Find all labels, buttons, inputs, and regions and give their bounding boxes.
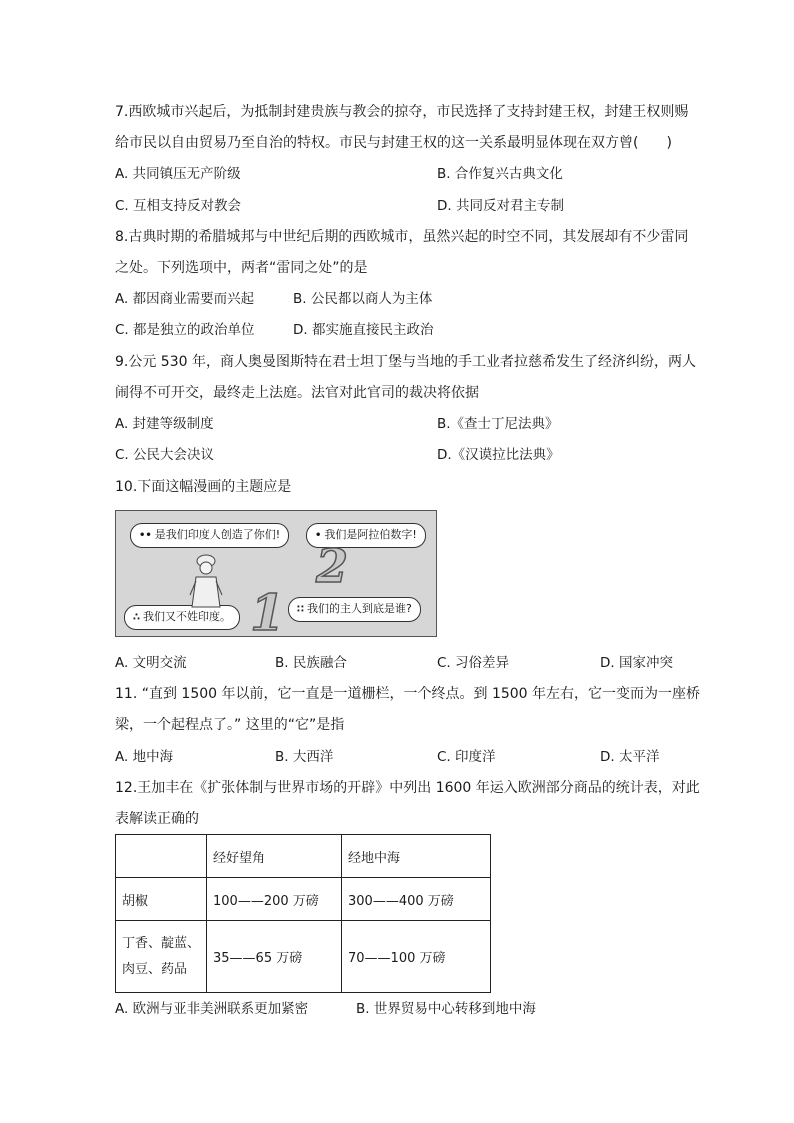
table-row <box>116 878 491 921</box>
q8-option-d[interactable]: D. 都实施直接民主政治 <box>293 322 434 338</box>
q11-option-c[interactable]: C. 印度洋 <box>437 749 496 765</box>
q8-option-a[interactable]: A. 都因商业需要而兴起 <box>115 291 255 307</box>
q8-option-c[interactable]: C. 都是独立的政治单位 <box>115 322 255 338</box>
table-cell <box>116 921 207 993</box>
q10-option-d[interactable]: D. 国家冲突 <box>600 655 673 671</box>
q10-option-a[interactable]: A. 文明交流 <box>115 655 187 671</box>
q9-option-b[interactable]: B.《查士丁尼法典》 <box>437 416 559 432</box>
table-cell: 100——200 万磅 <box>207 878 342 921</box>
q7-option-d[interactable]: D. 共同反对君主专制 <box>437 198 564 214</box>
dots-icon: •• <box>139 530 152 541</box>
speech-bubble-3: ∴ 我们又不姓印度。 <box>124 605 240 630</box>
q11-stem-line1: 11. “直到 1500 年以前，它一直是一道栅栏，一个终点。到 1500 年左右，它一变而为一座桥 <box>115 686 701 702</box>
q12-stem-line2: 表解读正确的 <box>115 811 199 827</box>
q7-option-c[interactable]: C. 互相支持反对教会 <box>115 198 242 214</box>
q11-stem-line2: 梁，一个起程点了。” 这里的“它”是指 <box>115 717 345 733</box>
dots-icon: ∷ <box>297 604 304 615</box>
q9-option-d[interactable]: D.《汉谟拉比法典》 <box>437 447 560 463</box>
table-row <box>116 921 491 993</box>
q8-option-b[interactable]: B. 公民都以商人为主体 <box>293 291 433 307</box>
dot-icon: • <box>315 530 322 541</box>
q10-option-b[interactable]: B. 民族融合 <box>275 655 347 671</box>
q11-option-d[interactable]: D. 太平洋 <box>600 749 660 765</box>
dots-icon: ∴ <box>133 612 140 623</box>
q11-option-a[interactable]: A. 地中海 <box>115 749 174 765</box>
table-cell: 70——100 万磅 <box>342 921 491 993</box>
q12-stem-line1: 12.王加丰在《扩张体制与世界市场的开辟》中列出 1600 年运入欧洲部分商品的统计表，对此 <box>115 780 700 796</box>
speech-bubble-2: • 我们是阿拉伯数字! <box>306 523 426 548</box>
q8-stem-line2: 之处。下列选项中，两者“雷同之处”的是 <box>115 260 368 276</box>
speech-bubble-4: ∷ 我们的主人到底是谁? <box>288 597 421 622</box>
q12-option-a[interactable]: A. 欧洲与亚非美洲联系更加紧密 <box>115 1001 309 1017</box>
table-cell-line: 肉豆、药品 <box>122 961 188 977</box>
digit-one: 1 <box>250 583 285 642</box>
q9-stem-line1: 9.公元 530 年，商人奥曼图斯特在君士坦丁堡与当地的手工业者拉慈希发生了经济纠纷，两人 <box>115 354 696 370</box>
table-header-cell <box>116 835 207 878</box>
q7-stem-line1: 7.西欧城市兴起后，为抵制封建贵族与教会的掠夺，市民选择了支持封建王权，封建王权则赐 <box>115 104 689 120</box>
table-header-cell: 经地中海 <box>342 835 491 878</box>
q9-stem-line2: 闹得不可开交，最终走上法庭。法官对此官司的裁决将依据 <box>115 385 479 401</box>
q10-option-c[interactable]: C. 习俗差异 <box>437 655 510 671</box>
table-cell: 35——65 万磅 <box>207 921 342 993</box>
cartoon-image <box>115 510 437 642</box>
table-header-cell: 经好望角 <box>207 835 342 878</box>
table-header-row <box>116 835 491 878</box>
q7-option-a[interactable]: A. 共同镇压无产阶级 <box>115 166 241 182</box>
q7-option-b[interactable]: B. 合作复兴古典文化 <box>437 166 563 182</box>
q11-option-b[interactable]: B. 大西洋 <box>275 749 334 765</box>
table-cell-line: 丁香、靛蓝、 <box>122 935 201 951</box>
q10-stem-line1: 10.下面这幅漫画的主题应是 <box>115 479 292 495</box>
goods-table <box>115 834 491 993</box>
q8-stem-line1: 8.古典时期的希腊城邦与中世纪后期的西欧城市，虽然兴起的时空不同，其发展却有不少雷同 <box>115 229 689 245</box>
person-figure-icon <box>186 551 226 611</box>
q9-option-c[interactable]: C. 公民大会决议 <box>115 447 215 463</box>
q9-option-a[interactable]: A. 封建等级制度 <box>115 416 214 432</box>
table-cell: 胡椒 <box>116 878 207 921</box>
table-cell: 300——400 万磅 <box>342 878 491 921</box>
speech-bubble-1: •• 是我们印度人创造了你们! <box>130 523 289 548</box>
q7-stem-line2: 给市民以自由贸易乃至自治的特权。市民与封建王权的这一关系最明显体现在双方曾( ) <box>115 135 672 151</box>
digit-two: 2 <box>316 539 349 593</box>
q12-option-b[interactable]: B. 世界贸易中心转移到地中海 <box>356 1001 536 1017</box>
